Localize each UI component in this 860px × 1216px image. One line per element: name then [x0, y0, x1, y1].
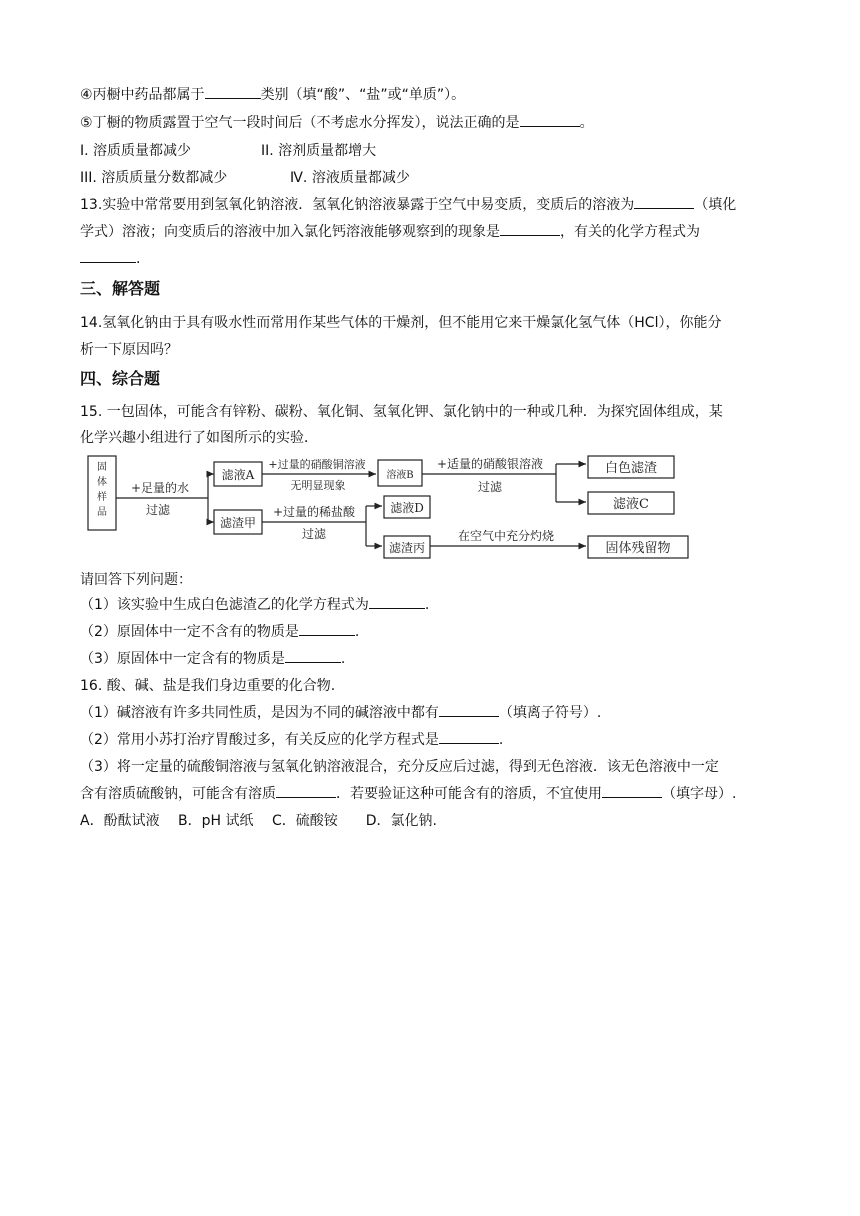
- answer-blank[interactable]: [439, 729, 499, 744]
- step3-top: +适量的硝酸银溶液: [436, 457, 544, 471]
- answer-blank[interactable]: [500, 221, 560, 236]
- answer-blank[interactable]: [285, 648, 341, 663]
- q15-line-2: 化学兴趣小组进行了如图所示的实验．: [80, 430, 318, 446]
- q15-sub-3: （3）原固体中一定含有的物质是 .: [80, 648, 345, 670]
- q12-option-1: I. 溶质质量都减少: [80, 143, 192, 159]
- q13-line-2: 学式）溶液；向变质后的溶液中加入氯化钙溶液能够观察到的现象是 ，有关的化学方程式为: [80, 221, 700, 243]
- step5-label: 在空气中充分灼烧: [457, 529, 555, 543]
- q15-sub-1: （1）该实验中生成白色滤渣乙的化学方程式为 .: [80, 594, 429, 616]
- answer-blank[interactable]: [205, 84, 261, 99]
- q13-line-1: 13.实验中常常要用到氢氧化钠溶液．氢氧化钠溶液暴露于空气中易变质，变质后的溶液为 （填化: [80, 194, 736, 216]
- step3-bottom: 过滤: [477, 480, 503, 494]
- q16-sub-3-line-1: （3）将一定量的硫酸铜溶液与氢氧化钠溶液混合，充分反应后过滤，得到无色溶液．该无色溶液中一定: [80, 759, 719, 775]
- filtrate-b-label: 溶液B: [386, 470, 414, 481]
- q14-line-1: 14.氢氧化钠由于具有吸水性而常用作某些气体的干燥剂，但不能用它来干燥氯化氢气体（HCl），你能分: [80, 315, 722, 331]
- residue-jia-label: 滤渣甲: [219, 516, 257, 530]
- step1-bottom: 过滤: [145, 503, 171, 517]
- q14-line-2: 析一下原因吗？: [80, 342, 178, 358]
- q16-sub-1: （1）碱溶液有许多共同性质，是因为不同的碱溶液中都有 （填离子符号）.: [80, 702, 601, 724]
- answer-blank[interactable]: [276, 783, 336, 798]
- sample-label-1: 固: [97, 462, 107, 473]
- q16-sub-3-line-2: 含有溶质硫酸钠，可能含有溶质 ．若要验证这种可能含有的溶质，不宜使用 （填字母）.: [80, 783, 736, 805]
- step4-bottom: 过滤: [301, 527, 327, 541]
- answer-blank[interactable]: [299, 621, 355, 636]
- sample-label-2: 体: [97, 477, 107, 488]
- q13-line-3: .: [80, 248, 140, 270]
- q15-line-1: 15. 一包固体，可能含有锌粉、碳粉、氧化铜、氢氧化钾、氯化钠中的一种或几种．为探究固体组成，某: [80, 404, 723, 420]
- section-heading-4: 四、综合题: [80, 369, 161, 388]
- q15-sub-2: （2）原固体中一定不含有的物质是 .: [80, 621, 359, 643]
- answer-blank[interactable]: [369, 594, 425, 609]
- q15-prompt: 请回答下列问题：: [80, 572, 192, 588]
- q12-line-5: ⑤丁橱的物质露置于空气一段时间后（不考虑水分挥发），说法正确的是 。: [80, 112, 594, 134]
- q16-line-1: 16. 酸、碱、盐是我们身边重要的化合物.: [80, 678, 336, 694]
- step4-top: +过量的稀盐酸: [272, 505, 356, 519]
- residue-bing-label: 滤渣丙: [388, 541, 426, 555]
- answer-blank[interactable]: [634, 194, 694, 209]
- q16-sub-2: （2）常用小苏打治疗胃酸过多，有关反应的化学方程式是 .: [80, 729, 503, 751]
- white-residue-label: 白色滤渣: [604, 461, 658, 476]
- section-heading-3: 三、解答题: [80, 279, 161, 298]
- answer-blank[interactable]: [602, 783, 662, 798]
- q16-options: A．酚酞试液 B．pH 试纸 C．硫酸铵 D．氯化钠.: [80, 813, 437, 829]
- q12-option-4: Ⅳ. 溶液质量都减少: [290, 170, 410, 186]
- experiment-flow-diagram: [86, 454, 694, 568]
- solid-residue-label: 固体残留物: [605, 541, 671, 556]
- answer-blank[interactable]: [80, 248, 136, 263]
- step1-top: +足量的水: [130, 481, 190, 495]
- q12-line-4: ④丙橱中药品都属于 类别（填“酸”、“盐”或“单质”）。: [80, 84, 465, 106]
- step2-bottom: 无明显现象: [290, 479, 346, 492]
- answer-blank[interactable]: [439, 702, 499, 717]
- sample-label-3: 样: [97, 492, 107, 503]
- filtrate-d-label: 滤液D: [390, 501, 424, 515]
- q12-option-3: III. 溶质质量分数都减少: [80, 170, 228, 186]
- answer-blank[interactable]: [520, 112, 580, 127]
- filtrate-a-label: 滤液A: [221, 468, 255, 482]
- q12-option-2: II. 溶剂质量都增大: [261, 143, 377, 159]
- filtrate-c-label: 滤液C: [613, 497, 649, 512]
- step2-top: +过量的硝酸铜溶液: [268, 458, 366, 471]
- sample-label-4: 品: [97, 507, 107, 518]
